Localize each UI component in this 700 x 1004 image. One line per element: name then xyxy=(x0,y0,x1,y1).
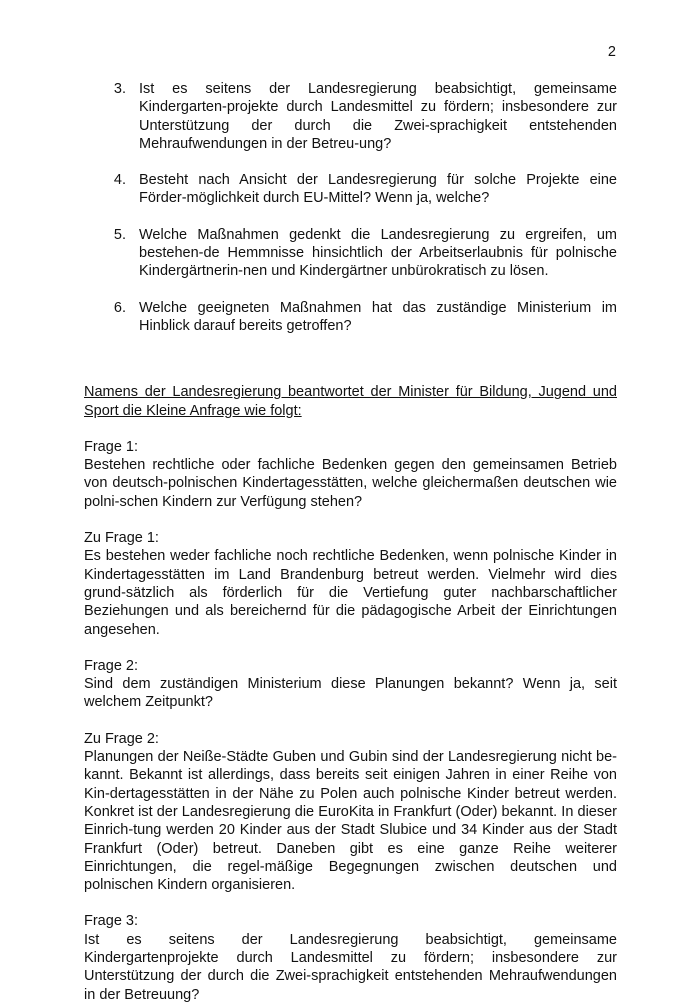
question-list xyxy=(84,80,617,335)
qa-label: Zu Frage 2: xyxy=(84,730,159,747)
question-item xyxy=(84,171,617,208)
qa-body: Bestehen rechtliche oder fachliche Bedenken gegen den gemeinsamen Betrieb von deutsch-polnischen Kindertagesstätten, welche gleichermaßen deutschen wie polni-schen Kindern zur Verfügung stehen? xyxy=(84,457,617,510)
question-item xyxy=(84,226,617,281)
qa-label: Frage 2: xyxy=(84,657,138,674)
qa-block xyxy=(84,529,617,639)
qa-block xyxy=(84,730,617,895)
qa-body: Ist es seitens der Landesregierung beabsichtigt, gemeinsame Kindergartenprojekte durch Landesmittel zu fördern; insbesondere zur Unterstützung der durch die Zwei-sprachigkeit entstehenden Mehraufwendungen in der Betreuung? xyxy=(84,931,617,1003)
question-number: 4. xyxy=(113,172,126,189)
question-text: Besteht nach Ansicht der Landesregierung für solche Projekte eine Förder-möglichkeit durch EU-Mittel? Wenn ja, welche? xyxy=(139,172,617,207)
answer-intro: Namens der Landesregierung beantwortet der Minister für Bildung, Jugend und Sport die Kleine Anfrage wie folgt: xyxy=(84,384,617,419)
question-text: Welche Maßnahmen gedenkt die Landesregierung zu ergreifen, um bestehen-de Hemmnisse hinsichtlich der Arbeitserlaubnis für polnische Kindergärtnerin-nen und Kindergärtner unbürokratisch zu lösen. xyxy=(139,226,617,280)
qa-label: Zu Frage 1: xyxy=(84,530,159,547)
qa-block xyxy=(84,438,617,511)
question-item xyxy=(84,80,617,153)
question-text: Ist es seitens der Landesregierung beabsichtigt, gemeinsame Kindergarten-projekte durch Landesmittel zu fördern; insbesondere zur Unterstützung der durch die Zwei-sprachigkeit entstehenden Mehraufwendungen in der Betreu-ung? xyxy=(139,81,617,152)
qa-body: Planungen der Neiße-Städte Guben und Gubin sind der Landesregierung nicht be-kannt. Bekannt ist allerdings, dass bereits seit einigen Jahren in einer Reihe von Kin-dertagesstätten in der Nähe zu Polen auch polnische Kinder betreut werden. Konkret ist der Landesregierung die EuroKita in Frankfurt (Oder) bekannt. In dieser Einrich-tung werden 20 Kinder aus der Stadt Slubice und 34 Kinder aus der Stadt Frankfurt (Oder) betreut. Daneben gibt es eine ganze Reihe weiterer Einrichtungen, die regel-mäßige Begegnungen zwischen deutschen und polnischen Kindern organisieren. xyxy=(84,749,617,894)
qa-body: Es bestehen weder fachliche noch rechtliche Bedenken, wenn polnische Kinder in Kindertagesstätten im Land Brandenburg betreut werden. Vielmehr wird dies grund-sätzlich als förderlich für die Vertiefung guter nachbarschaftlicher Beziehungen und als bereichernd für die pädagogische Arbeit der Einrichtungen angesehen. xyxy=(84,548,617,638)
question-number: 3. xyxy=(113,81,126,97)
qa-block xyxy=(84,657,617,712)
question-text: Welche geeigneten Maßnahmen hat das zuständige Ministerium im Hinblick darauf bereits getroffen? xyxy=(139,299,617,334)
qa-body: Sind dem zuständigen Ministerium diese Planungen bekannt? Wenn ja, seit welchem Zeitpunkt? xyxy=(84,676,617,711)
question-item xyxy=(84,299,617,336)
qa-block xyxy=(84,912,617,1003)
question-number: 6. xyxy=(113,299,126,316)
document-body xyxy=(84,80,617,1004)
question-number: 5. xyxy=(113,226,126,243)
page-number: 2 xyxy=(607,44,616,60)
qa-label: Frage 3: xyxy=(84,913,138,930)
qa-label: Frage 1: xyxy=(84,438,138,455)
